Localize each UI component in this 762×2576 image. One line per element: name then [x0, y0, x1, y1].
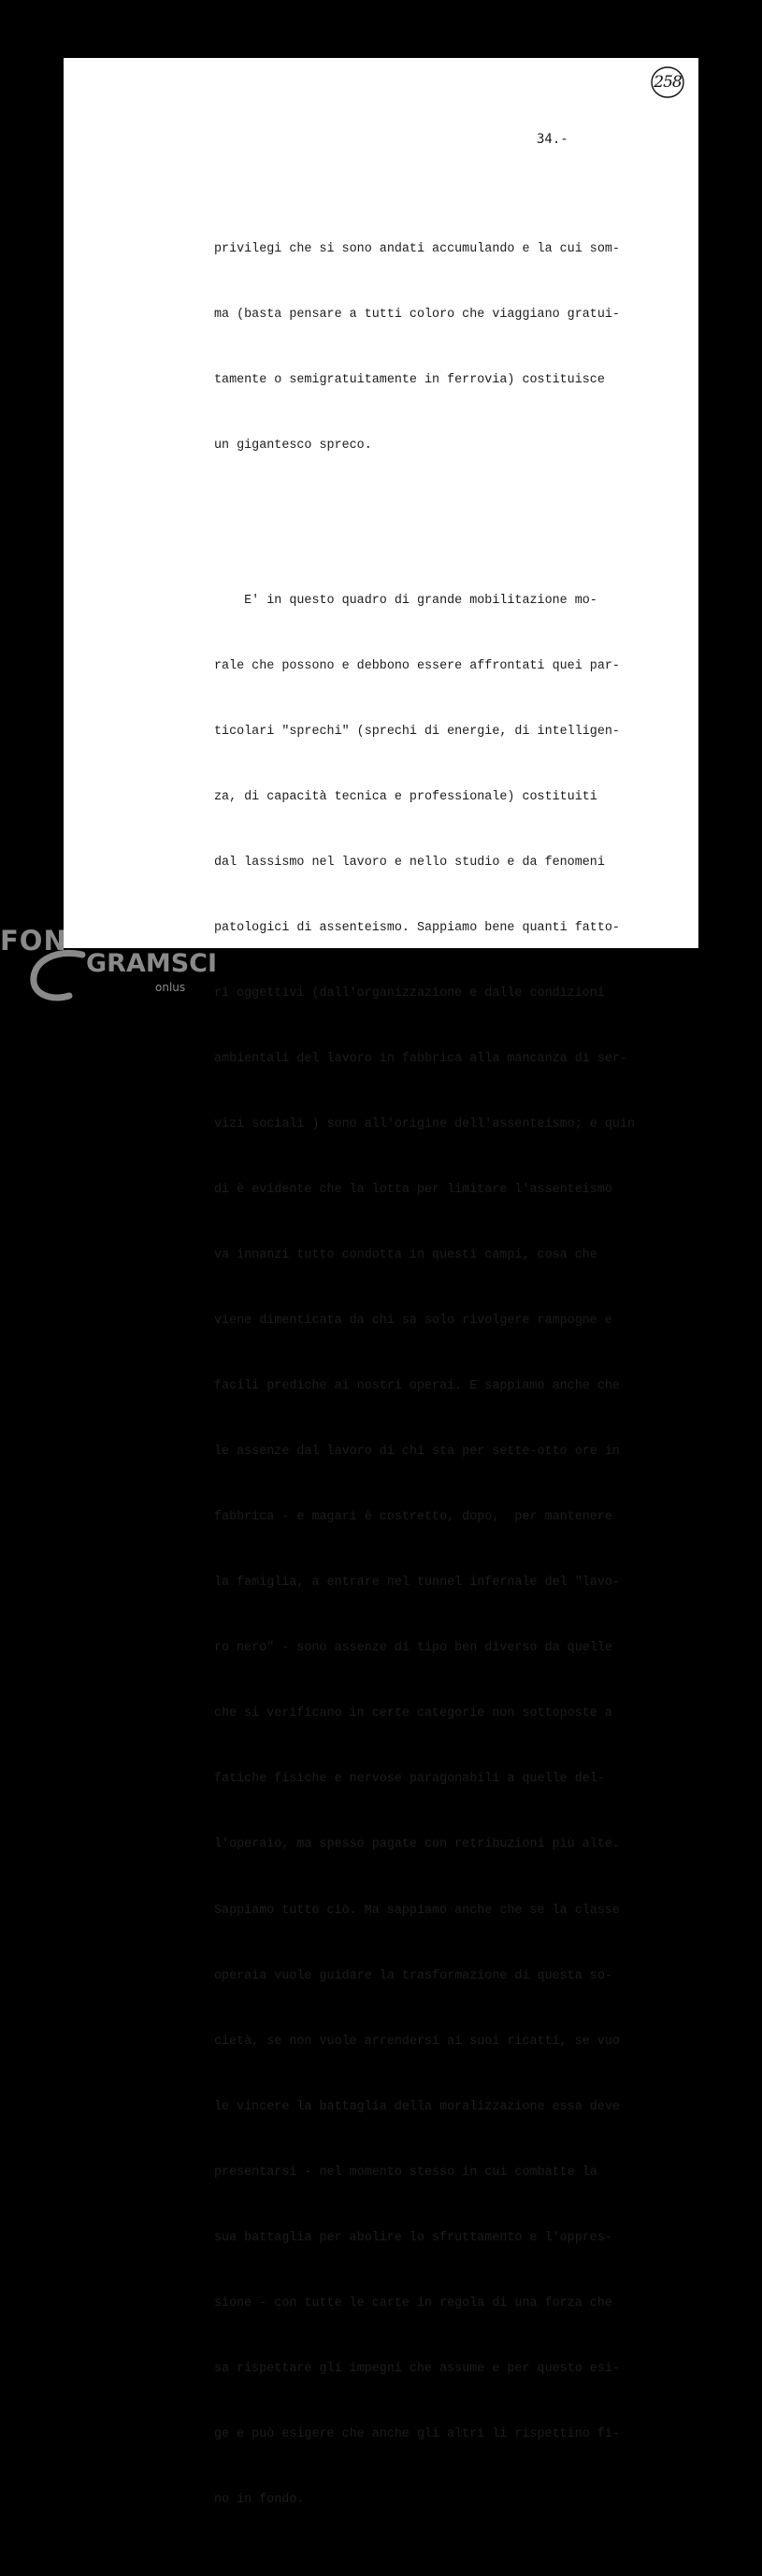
- text-line: E' in questo quadro di grande mobilitazione mo-: [214, 593, 597, 608]
- text-line: za, di capacità tecnica e professionale) costituiti: [214, 789, 597, 804]
- text-line: tamente o semigratuitamente in ferrovia) costituisce: [214, 373, 605, 388]
- text-line: presentarsi - nel momento stesso in cui combatte la: [214, 2165, 597, 2180]
- text-line: ri oggettivi (dall'organizzazione e dalle condizioni: [214, 986, 605, 1001]
- text-line: rale che possono e debbono essere affrontati quei par-: [214, 658, 620, 673]
- text-line: di è evidente che la lotta per limitare l'assenteismo: [214, 1183, 612, 1198]
- text-line: fatiche fisiche e nervose paragonabili a quelle del-: [214, 1772, 605, 1787]
- text-line: la famiglia, a entrare nel tunnel infernale del "lavo-: [214, 1576, 620, 1590]
- watermark-fon: FON: [0, 925, 67, 957]
- text-line: un gigantesco spreco.: [214, 439, 372, 453]
- text-line: Sappiamo tutto ciò. Ma sappiamo anche che se la classe: [214, 1903, 620, 1918]
- body-text: [214, 151, 635, 2576]
- text-line: operaia vuole guidare la trasformazione di questa so-: [214, 1968, 612, 1983]
- page-number: 34.-: [537, 132, 568, 147]
- text-line: le vincere la battaglia della moralizzazione essa deve: [214, 2099, 620, 2114]
- paragraph-1: [214, 195, 635, 501]
- text-line: va innanzi tutto condotta in questi campi, cosa che: [214, 1248, 597, 1263]
- text-line: ro nero" - sono assenze di tipo ben diverso da quelle: [214, 1641, 612, 1656]
- text-line: ma (basta pensare a tutti coloro che viaggiano gratui-: [214, 308, 620, 323]
- folio-number: 258: [654, 73, 682, 92]
- text-line: l'operaio, ma spesso pagate con retribuzioni più alte.: [214, 1837, 620, 1852]
- folio-stamp: [650, 65, 685, 99]
- fondazione-gramsci-watermark: [0, 921, 218, 1010]
- text-line: no in fondo.: [214, 2492, 305, 2507]
- text-line: sua battaglia per abolire lo sfruttamento e l'oppres-: [214, 2230, 612, 2245]
- paragraph-2: [214, 546, 635, 2554]
- text-line: ambientali del lavoro in fabbrica alla mancanza di ser-: [214, 1052, 627, 1067]
- text-line: le assenze dal lavoro di chi sta per sette-otto ore in: [214, 1445, 620, 1460]
- text-line: facili prediche ai nostri operai. E sappiamo anche che: [214, 1379, 620, 1394]
- text-line: fabbrica - e magari è costretto, dopo, per mantenere: [214, 1510, 612, 1525]
- text-line: ticolari "sprechi" (sprechi di energie, di intelligen-: [214, 724, 620, 739]
- text-line: cietà, se non vuole arrendersi ai suoi ricatti, se vuo: [214, 2034, 620, 2049]
- text-line: patologici di assenteismo. Sappiamo bene quanti fatto-: [214, 921, 620, 936]
- text-line: che si verificano in certe categorie non sottoposte a: [214, 1706, 612, 1721]
- text-line: sa rispettare gli impegni che assume e per questo esi-: [214, 2361, 620, 2376]
- text-line: viene dimenticata da chi sa solo rivolgere rampogne e: [214, 1314, 612, 1329]
- watermark-onlus: onlus: [155, 981, 186, 994]
- text-line: sione - con tutte le carte in regola di una forza che: [214, 2295, 612, 2310]
- swoosh-logo-icon: [28, 947, 93, 1005]
- text-line: dal lassismo nel lavoro e nello studio e da fenomeni: [214, 856, 605, 870]
- text-line: ge e può esigere che anche gli altri li rispettino fi-: [214, 2426, 620, 2441]
- text-line: privilegi che si sono andati accumulando e la cui som-: [214, 242, 620, 257]
- text-line: vizi sociali ) sono all'origine dell'assenteismo; e quin: [214, 1117, 635, 1132]
- watermark-gramsci: GRAMSCI: [86, 949, 218, 978]
